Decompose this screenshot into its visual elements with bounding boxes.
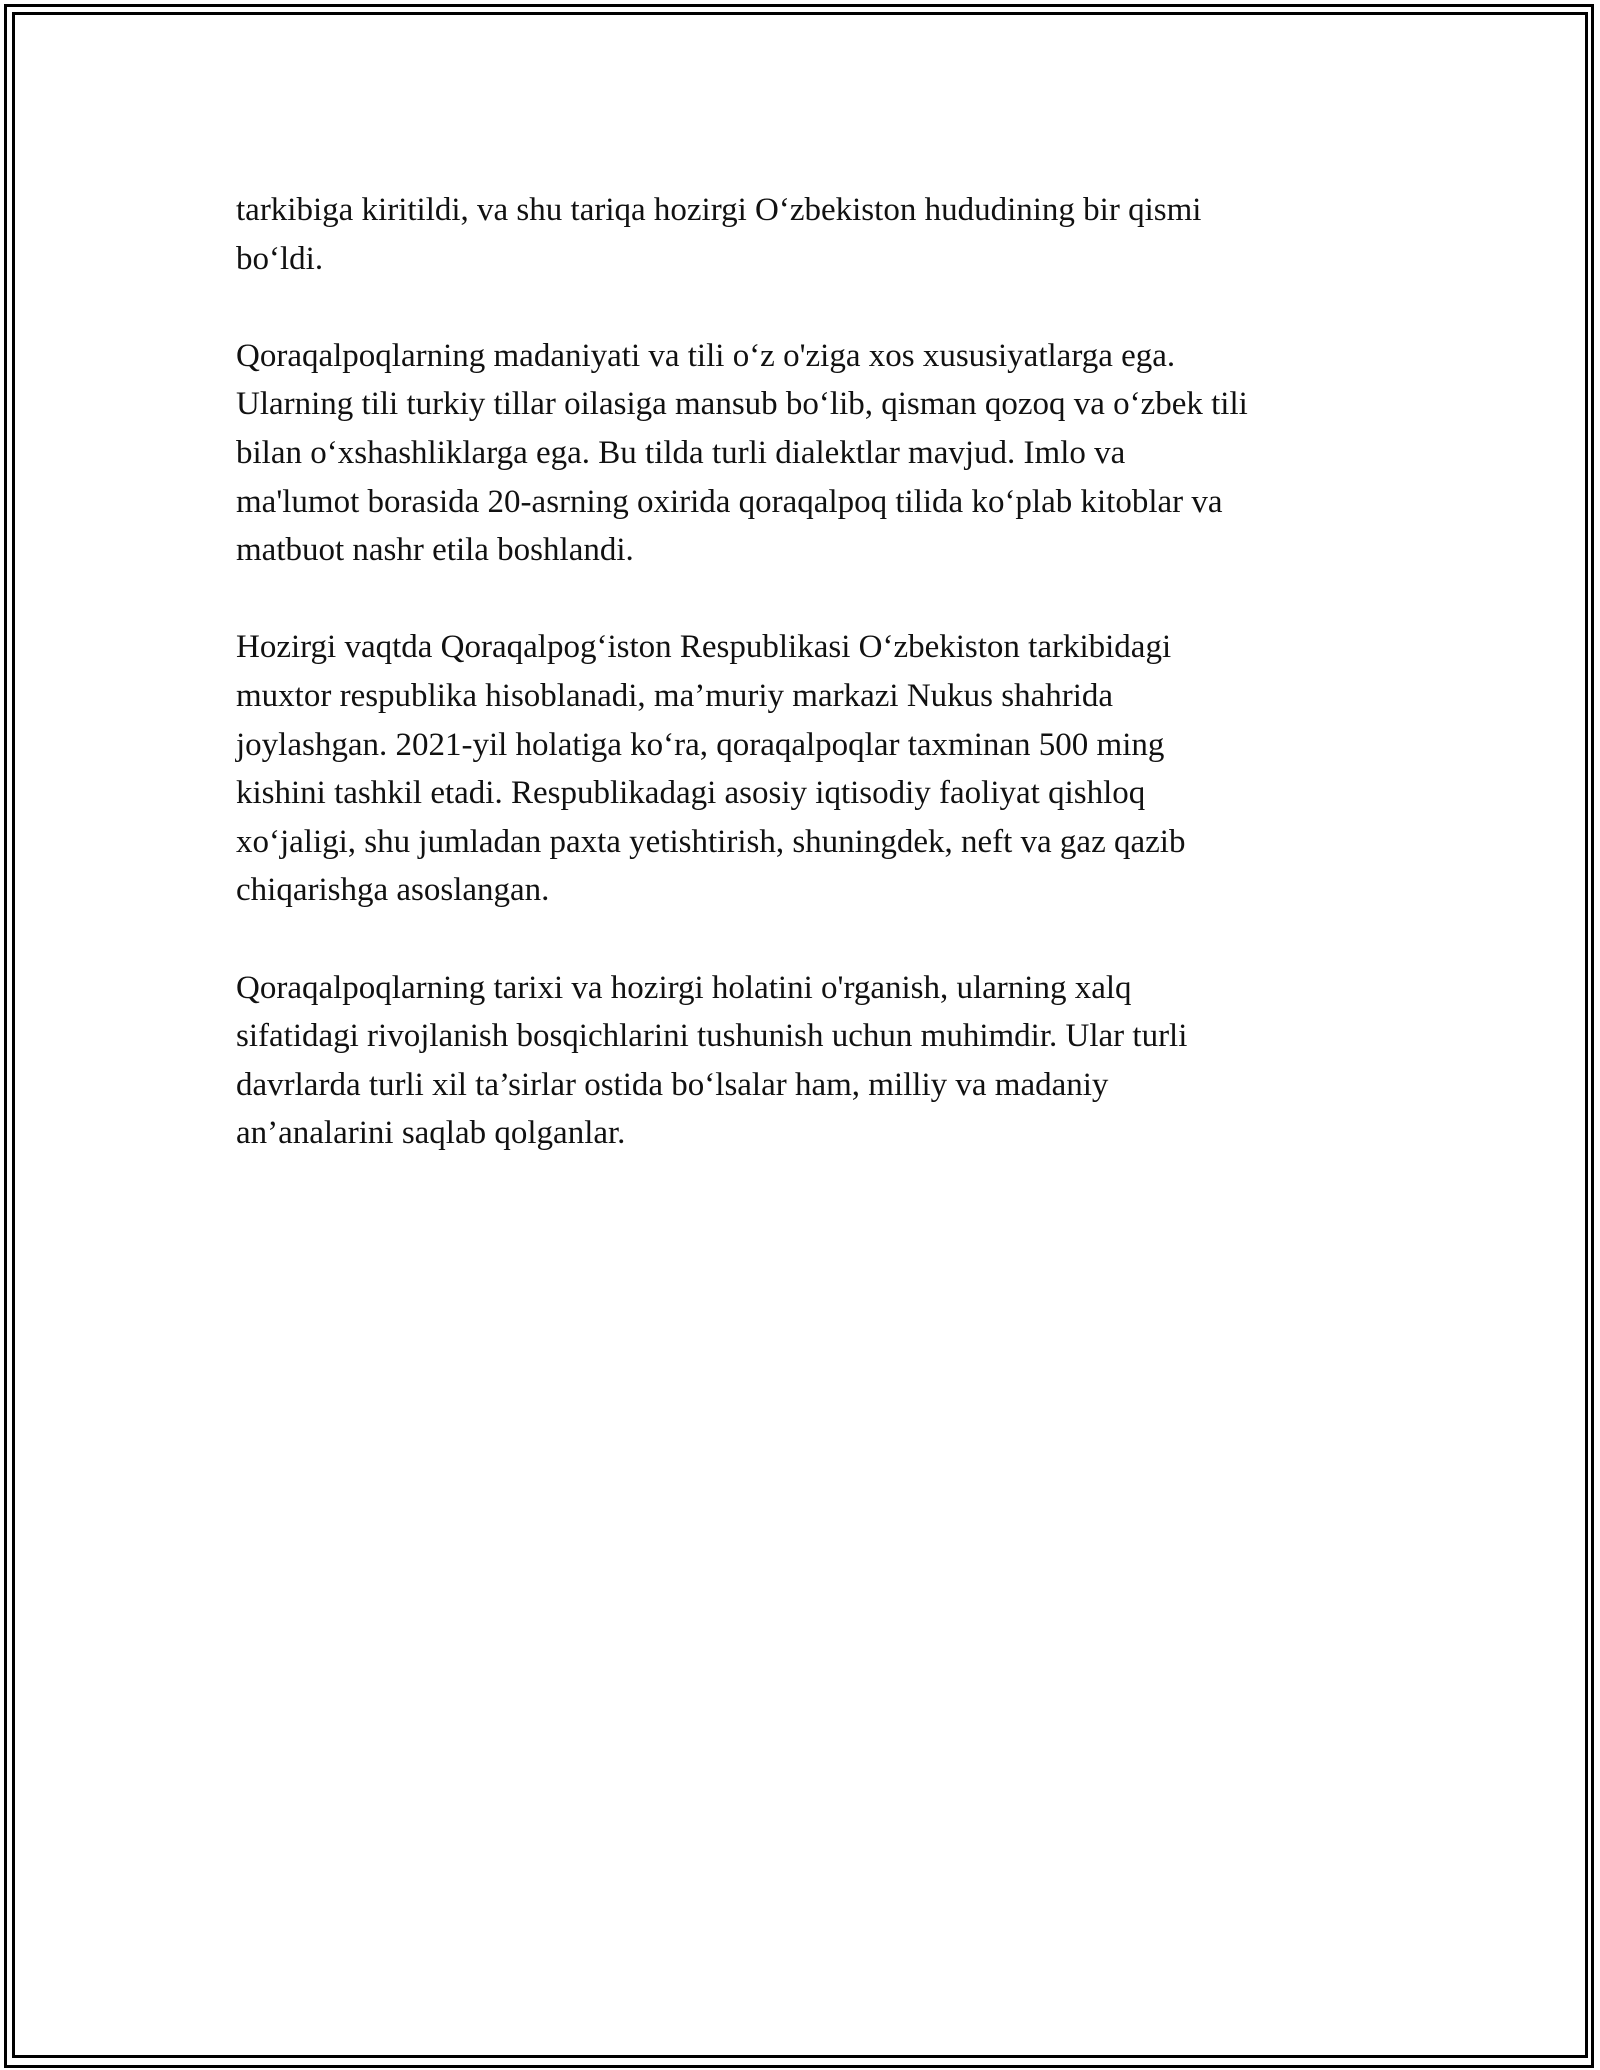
paragraph-2: [236, 332, 1376, 575]
text-line: xo‘jaligi, shu jumladan paxta yetishtirish, shuningdek, neft va gaz qazib: [236, 823, 1186, 860]
text-line: Qoraqalpoqlarning madaniyati va tili o‘z o'ziga xos xususiyatlarga ega.: [236, 337, 1176, 374]
text-line: muxtor respublika hisoblanadi, ma’muriy markazi Nukus shahrida: [236, 677, 1114, 714]
document-body: [236, 186, 1376, 1206]
text-line: an’analarini saqlab qolganlar.: [236, 1115, 626, 1152]
text-line: matbuot nashr etila boshlandi.: [236, 532, 634, 569]
text-line: chiqarishga asoslangan.: [236, 872, 550, 909]
text-line: ma'lumot borasida 20-asrning oxirida qoraqalpoq tilida ko‘plab kitoblar va: [236, 483, 1223, 520]
text-line: Ularning tili turkiy tillar oilasiga mansub bo‘lib, qisman qozoq va o‘zbek tili: [236, 386, 1248, 423]
paragraph-1: [236, 186, 1376, 283]
text-line: Hozirgi vaqtda Qoraqalpog‘iston Respublikasi O‘zbekiston tarkibidagi: [236, 629, 1172, 666]
text-line: bilan o‘xshashliklarga ega. Bu tilda turli dialektlar mavjud. Imlo va: [236, 434, 1126, 471]
paragraph-3: [236, 623, 1376, 915]
paragraph-4: [236, 964, 1376, 1158]
text-line: bo‘ldi.: [236, 240, 324, 277]
text-line: davrlarda turli xil ta’sirlar ostida bo‘lsalar ham, milliy va madaniy: [236, 1066, 1109, 1103]
text-line: Qoraqalpoqlarning tarixi va hozirgi holatini o'rganish, ularning xalq: [236, 969, 1132, 1006]
text-line: joylashgan. 2021-yil holatiga ko‘ra, qoraqalpoqlar taxminan 500 ming: [236, 726, 1165, 763]
text-line: kishini tashkil etadi. Respublikadagi asosiy iqtisodiy faoliyat qishloq: [236, 775, 1146, 812]
text-line: tarkibiga kiritildi, va shu tariqa hozirgi O‘zbekiston hududining bir qismi: [236, 192, 1202, 228]
text-line: sifatidagi rivojlanish bosqichlarini tushunish uchun muhimdir. Ular turli: [236, 1018, 1188, 1055]
